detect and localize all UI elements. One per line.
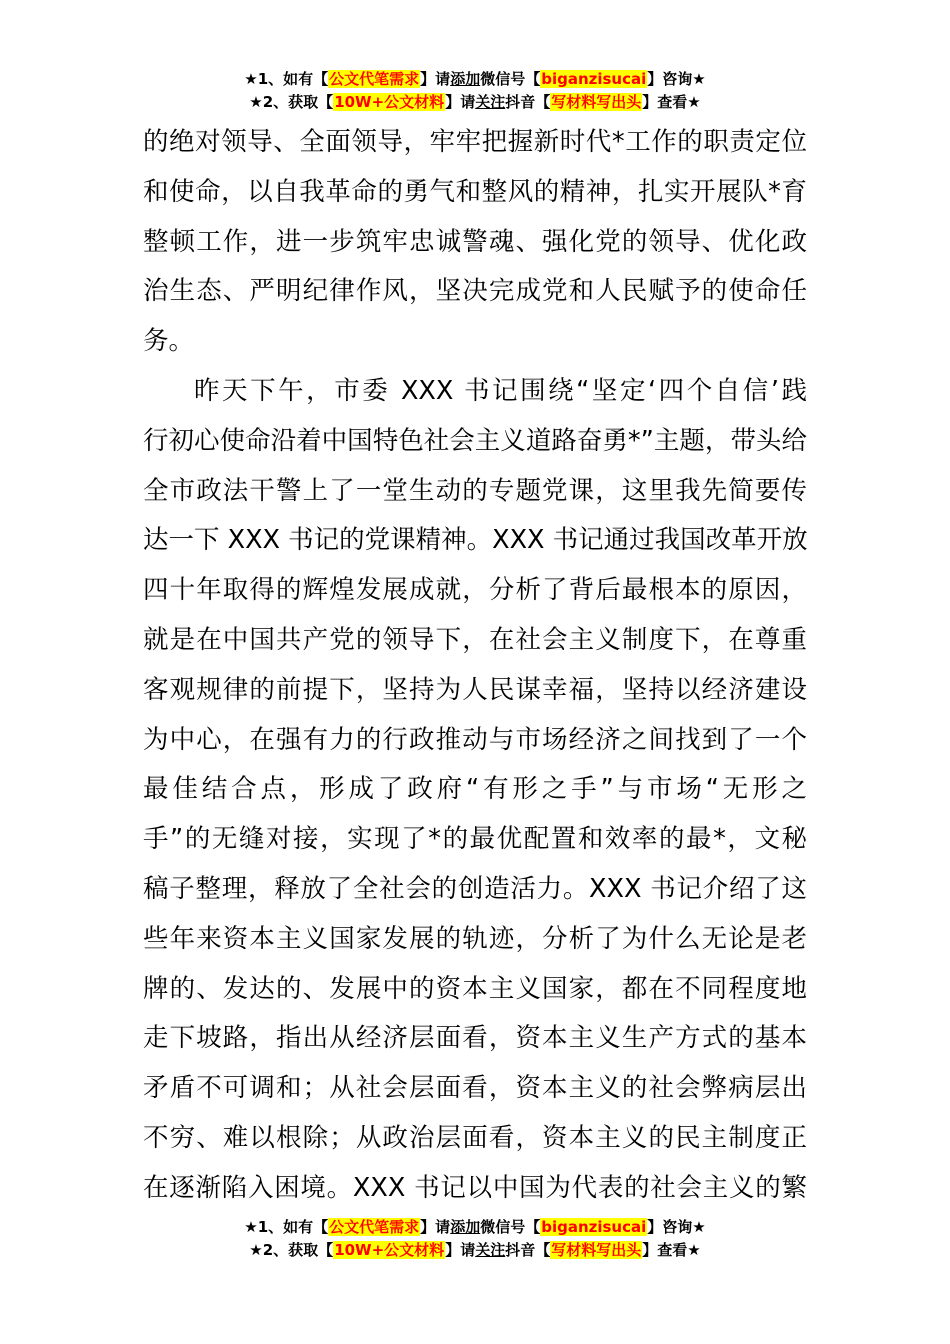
text-line: 最佳结合点，形成了政府“有形之手”与市场“无形之	[143, 774, 807, 805]
banner-highlight: 写材料写出头	[551, 93, 642, 111]
banner-text: 】查看★	[642, 93, 701, 111]
banner-underlined: 添加	[450, 1218, 481, 1236]
header-banner	[0, 68, 950, 114]
text-line: 在逐渐陷入困境。XXX 书记以中国为代表的社会主义的繁	[143, 1172, 807, 1203]
banner-text: 】咨询★	[647, 1218, 706, 1236]
banner-text: 微信号【	[480, 1218, 541, 1236]
text-line: 为中心，在强有力的行政推动与市场经济之间找到了一个	[143, 724, 807, 755]
text-line: 达一下 XXX 书记的党课精神。XXX 书记通过我国改革开放	[143, 525, 808, 556]
banner-text: 】查看★	[642, 1241, 701, 1259]
banner-highlight: 公文代笔需求	[329, 1218, 420, 1236]
text-line: 不穷、难以根除；从政治层面看，资本主义的民主制度正	[143, 1122, 807, 1153]
text-line: 客观规律的前提下，坚持为人民谋幸福，坚持以经济建设	[143, 674, 807, 705]
text-line: 的绝对领导、全面领导，牢牢把握新时代*工作的职责定位	[143, 127, 807, 157]
text-line: 和使命，以自我革命的勇气和整风的精神，扎实开展队*育	[143, 176, 807, 207]
banner-highlight: biganzisucai	[541, 70, 647, 88]
banner-highlight: 10W+公文材料	[334, 93, 445, 111]
banner-underlined: 关注	[475, 93, 506, 111]
banner-text: ★2、获取【	[249, 93, 334, 111]
banner-highlight: 10W+公文材料	[334, 1241, 445, 1259]
banner-highlight: biganzisucai	[541, 1218, 647, 1236]
text-line: 行初心使命沿着中国特色社会主义道路奋勇*”主题，带头给	[143, 425, 807, 456]
footer-banner	[0, 1216, 950, 1262]
text-line: 些年来资本主义国家发展的轨迹，分析了为什么无论是老	[143, 923, 807, 954]
banner-underlined: 添加	[450, 70, 481, 88]
banner-line-1	[0, 1216, 950, 1239]
banner-text: 抖音【	[505, 93, 551, 111]
banner-underlined: 关注	[475, 1241, 506, 1259]
text-line: 四十年取得的辉煌发展成就，分析了背后最根本的原因，	[143, 575, 807, 606]
banner-text: 】请	[420, 70, 451, 88]
text-line: 就是在中国共产党的领导下，在社会主义制度下，在尊重	[143, 624, 807, 655]
banner-text: 微信号【	[480, 70, 541, 88]
banner-text: ★1、如有【	[244, 1218, 329, 1236]
banner-highlight: 写材料写出头	[551, 1241, 642, 1259]
banner-text: 】请	[445, 1241, 476, 1259]
banner-line-2	[0, 1239, 950, 1262]
text-line: 牌的、发达的、发展中的资本主义国家，都在不同程度地	[143, 973, 807, 1004]
banner-text: ★1、如有【	[244, 70, 329, 88]
banner-text: 】咨询★	[647, 70, 706, 88]
banner-highlight: 公文代笔需求	[329, 70, 420, 88]
text-line: 矛盾不可调和；从社会层面看，资本主义的社会弊病层出	[143, 1073, 807, 1104]
text-line: 整顿工作，进一步筑牢忠诚警魂、强化党的领导、优化政	[143, 226, 807, 257]
banner-text: 抖音【	[505, 1241, 551, 1259]
text-line: 昨天下午，市委 XXX 书记围绕“坚定‘四个自信’践	[194, 375, 807, 406]
banner-text: 】请	[420, 1218, 451, 1236]
banner-text: ★2、获取【	[249, 1241, 334, 1259]
text-line: 治生态、严明纪律作风，坚决完成党和人民赋予的使命任	[143, 276, 807, 307]
text-line: 全市政法干警上了一堂生动的专题党课，这里我先简要传	[143, 475, 807, 506]
banner-line-2	[0, 91, 950, 114]
banner-line-1	[0, 68, 950, 91]
banner-text: 】请	[445, 93, 476, 111]
text-line: 务。	[143, 326, 195, 357]
text-line: 手”的无缝对接，实现了*的最优配置和效率的最*，文秘	[143, 824, 807, 855]
text-line: 走下坡路，指出从经济层面看，资本主义生产方式的基本	[143, 1023, 807, 1054]
text-line: 稿子整理，释放了全社会的创造活力。XXX 书记介绍了这	[143, 873, 807, 904]
document-body	[143, 118, 807, 1214]
